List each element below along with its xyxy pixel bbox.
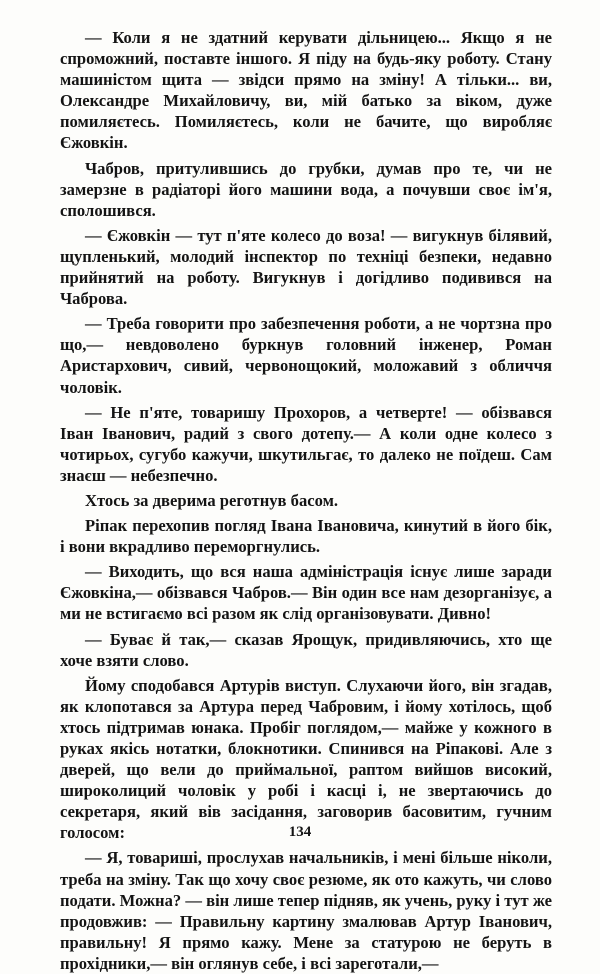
paragraph: Хтось за дверима реготнув басом. xyxy=(85,490,339,510)
paragraph: Йому сподобався Артурів виступ. Слухаючи його, він згадав, як клопотався за Артура перед Чабровим, і йому хотілось, щоб хтось підтримав юнака. Пробіг поглядом,— майже у кожного в руках якісь нотатки, блокнотики. Спинився на Ріпакові. Але з дверей, що вели до приймальної, раптом вийшов високий, широколиций чоловік у робі і касці і, не звертаючись до секретаря, який вів засідання, заговорив басовитим, гучним голосом: xyxy=(60,675,552,843)
page-number: 134 xyxy=(288,824,312,840)
paragraph: — Треба говорити про забезпечення роботи, а не чортзна про що,— невдоволено буркнув головний інженер, Роман Аристархович, сивий, червонощокий, моложавий з обличчя чоловік. xyxy=(60,314,552,397)
paragraph: Чабров, притулившись до грубки, думав про те, чи не замерзне в радіаторі його машини вода, а почувши своє ім'я, сполошився. xyxy=(60,158,552,220)
paragraph: — Виходить, що вся наша адміністрація існує лише заради Єжовкіна,— обізвався Чабров.— Він один все нам дезорганізує, а ми не встигаємо всі разом як слід організовувати. Дивно! xyxy=(60,562,552,624)
paragraph: — Єжовкін — тут п'яте колесо до воза! — вигукнув білявий, щупленький, молодий інспектор по техніці безпеки, недавно прийнятий на роботу. Вигукнув і догідливо подивився на Чаброва. xyxy=(60,225,552,309)
paragraph: — Коли я не здатний керувати дільницею... Якщо я не спроможний, поставте іншого. Я піду на будь-яку роботу. Стану машиністом щита — звідси прямо на зміну! А тільки... ви, Олександре Михайловичу, ви, мій батько за віком, дуже помиляєтесь. Помиляєтесь, коли не бачите, що виробляє Єжовкін. xyxy=(60,28,552,153)
paragraph: — Буває й так,— сказав Ярощук, придивляючись, хто ще хоче взяти слово. xyxy=(60,629,552,670)
paragraph: Ріпак перехопив погляд Івана Івановича, кинутий в його бік, і вони вкрадливо переморгнулись. xyxy=(60,516,552,557)
paragraph: — Я, товариші, прослухав начальників, і мені більше ніколи, треба на зміну. Так що хочу своє резюме, як ото кажуть, чи слово подати. Можна? — він лише тепер підняв, як учень, руку і тут же продовжив: — Правильну картину змалював Артур Іванович, правильну! Я прямо кажу. Мене за статурою не беруть в прохідники,— він оглянув себе, і всі зареготали,— xyxy=(60,848,552,973)
paragraph: — Не п'яте, товаришу Прохоров, а четверте! — обізвався Іван Іванович, радий з свого дотепу.— А коли одне колесо з чотирьох, сугубо кажучи, шкутильгає, то далеко не поїдеш. Сам знаєш — небезпечно. xyxy=(60,402,552,485)
